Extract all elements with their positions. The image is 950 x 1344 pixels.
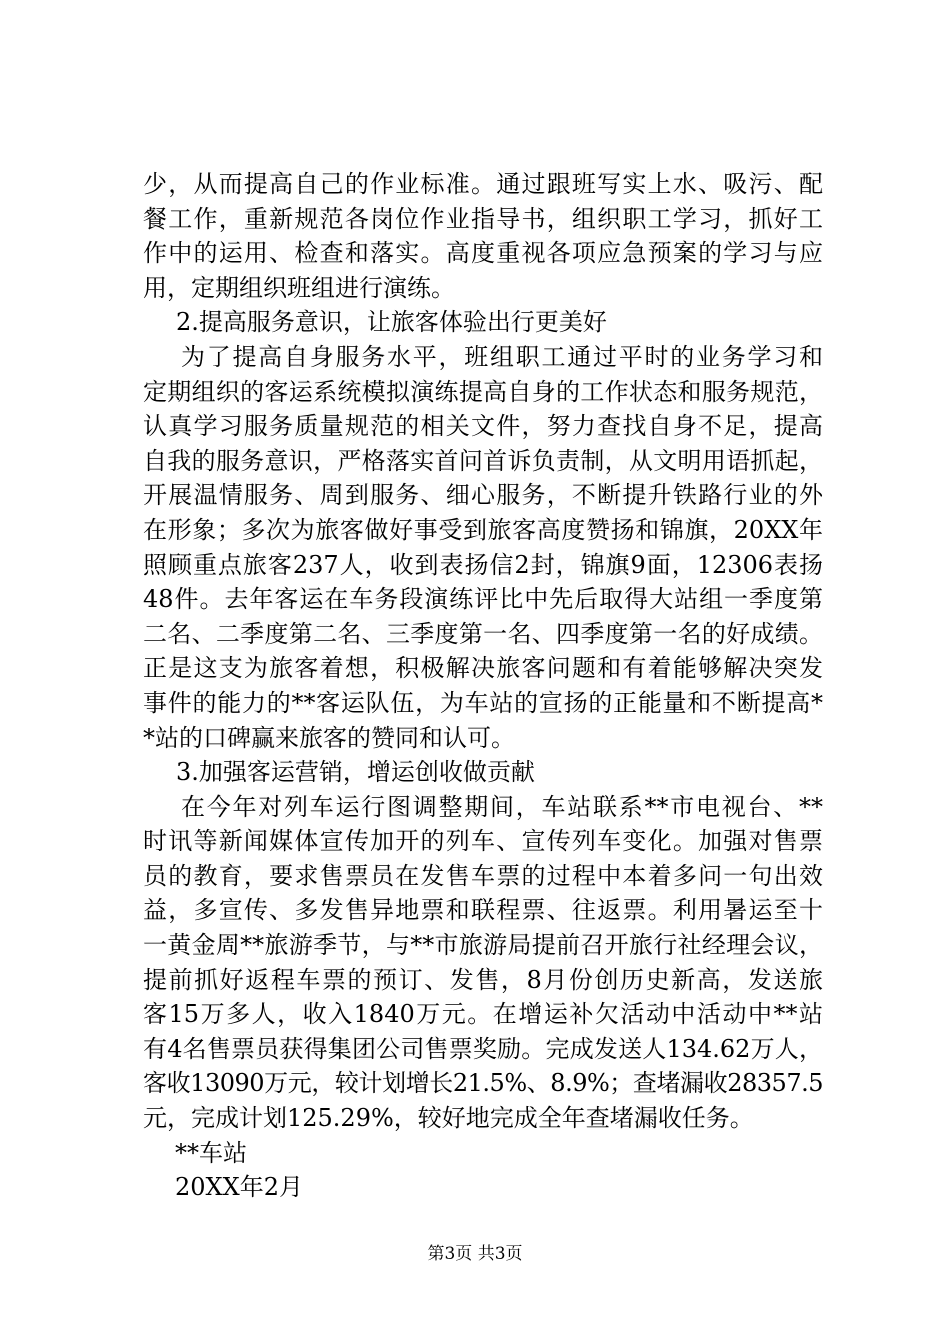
body-line: 益，多宣传、多发售异地票和联程票、往返票。利用暑运至十 [143, 896, 823, 925]
body-line: 自我的服务意识，严格落实首问首诉负责制，从文明用语抓起， [143, 446, 823, 475]
body-line: *站的口碑赢来旅客的赞同和认可。 [143, 723, 515, 752]
body-line: 元，完成计划125.29%，较好地完成全年查堵漏收任务。 [143, 1104, 754, 1133]
body-line: 正是这支为旅客着想，积极解决旅客问题和有着能够解决突发 [143, 654, 823, 683]
body-line: 定期组织的客运系统模拟演练提高自身的工作状态和服务规范， [143, 377, 823, 406]
body-line: 员的教育，要求售票员在发售车票的过程中本着多问一句出效 [143, 861, 823, 890]
body-line: 开展温情服务、周到服务、细心服务，不断提升铁路行业的外 [143, 481, 823, 510]
body-line: 时讯等新闻媒体宣传加开的列车、宣传列车变化。加强对售票 [143, 827, 823, 856]
document-body [143, 167, 823, 1205]
body-line: 为了提高自身服务水平，班组职工通过平时的业务学习和 [181, 342, 823, 371]
page-footer: 第3页 共3页 [427, 1244, 523, 1264]
body-line: 事件的能力的**客运队伍，为车站的宣扬的正能量和不断提高* [143, 688, 823, 717]
section-heading: 2.提高服务意识，让旅客体验出行更美好 [176, 308, 607, 337]
signature-date: 20XX年2月 [175, 1173, 303, 1202]
body-line: 客15万多人，收入1840万元。在增运补欠活动中活动中**站 [143, 1000, 823, 1029]
body-line: 客收13090万元，较计划增长21.5%、8.9%；查堵漏收28357.5 [143, 1069, 823, 1098]
body-line: 二名、二季度第二名、三季度第一名、四季度第一名的好成绩。 [143, 619, 823, 648]
section-heading: 3.加强客运营销，增运创收做贡献 [176, 758, 535, 787]
body-line: 用，定期组织班组进行演练。 [143, 273, 455, 302]
body-line: 作中的运用、检查和落实。高度重视各项应急预案的学习与应 [143, 239, 823, 268]
body-line: 48件。去年客运在车务段演练评比中先后取得大站组一季度第 [143, 585, 823, 614]
body-line: 少，从而提高自己的作业标准。通过跟班写实上水、吸污、配 [143, 170, 823, 198]
body-line: 在今年对列车运行图调整期间，车站联系**市电视台、** [181, 792, 823, 821]
body-line: 在形象；多次为旅客做好事受到旅客高度赞扬和锦旗，20XX年 [143, 515, 823, 544]
body-line: 有4名售票员获得集团公司售票奖励。完成发送人134.62万人， [143, 1034, 823, 1063]
body-line: 一黄金周**旅游季节，与**市旅游局提前召开旅行社经理会议， [143, 931, 823, 960]
body-line: 认真学习服务质量规范的相关文件，努力查找自身不足，提高 [143, 412, 823, 441]
body-line: 餐工作，重新规范各岗位作业指导书，组织职工学习，抓好工 [143, 204, 823, 233]
body-line: 提前抓好返程车票的预订、发售，8月份创历史新高，发送旅 [143, 965, 823, 994]
body-line: 照顾重点旅客237人，收到表扬信2封，锦旗9面，12306表扬 [143, 550, 823, 579]
signature-organization: **车站 [175, 1138, 247, 1167]
